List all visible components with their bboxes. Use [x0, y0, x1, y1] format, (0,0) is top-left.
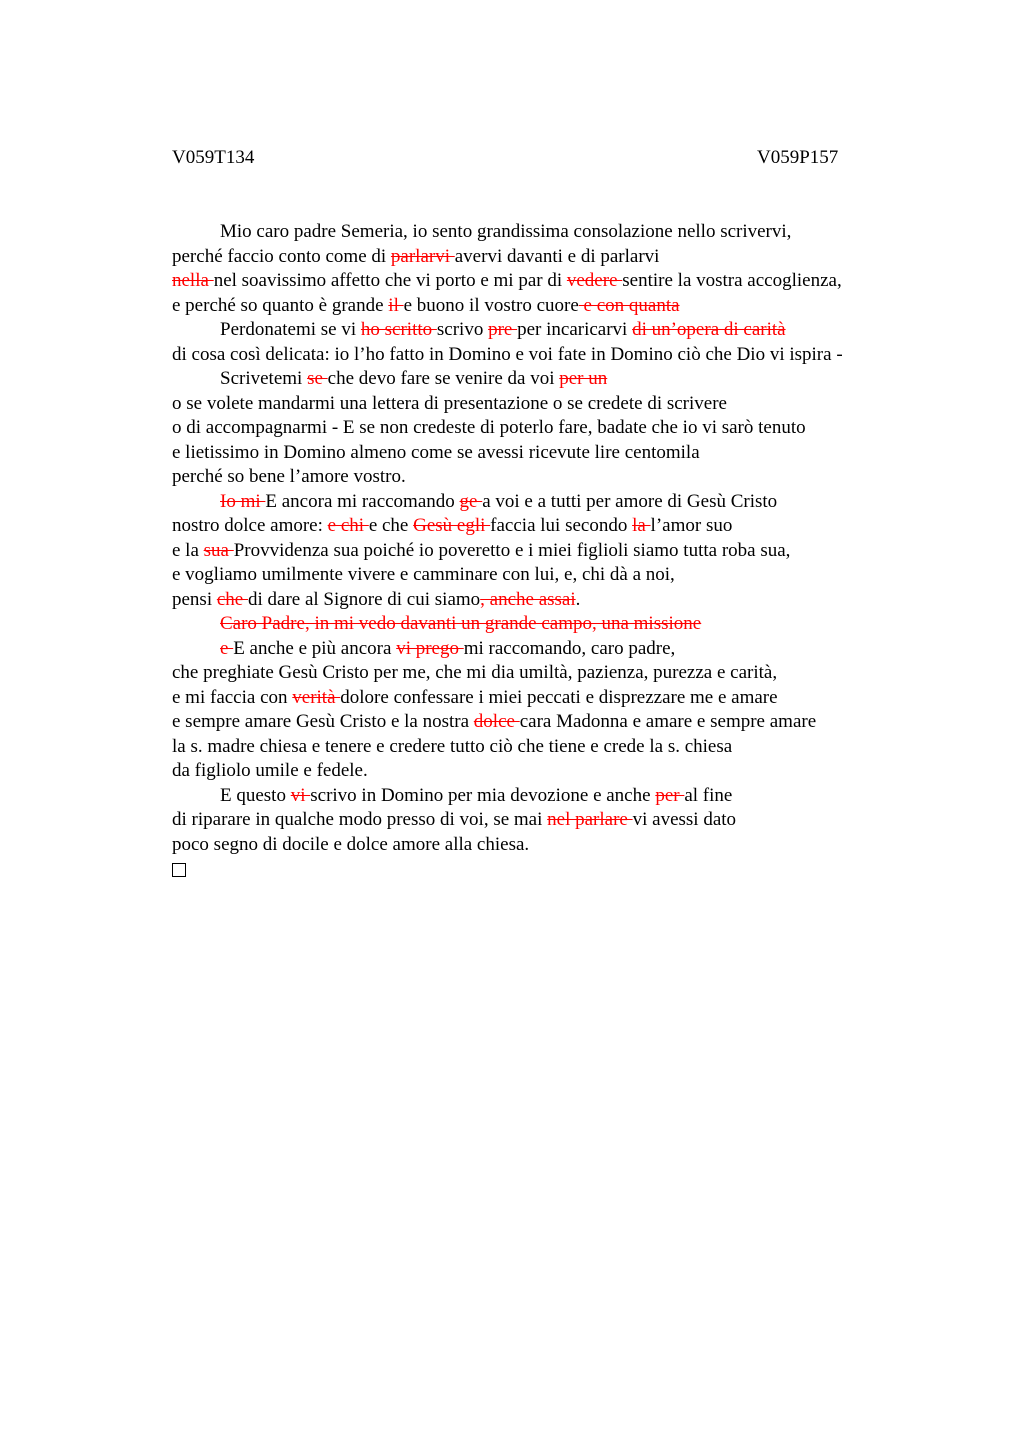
checkbox-square-icon [172, 863, 186, 877]
deleted-text: nel parlare [547, 809, 633, 830]
text-segment: E anche e più ancora [233, 637, 397, 659]
text-segment: o se volete mandarmi una lettera di presentazione o se credete di scrivere [172, 392, 727, 414]
deleted-text: se [307, 368, 328, 389]
text-segment: faccia lui secondo [490, 515, 633, 536]
letter-body [172, 220, 932, 882]
text-line [172, 269, 932, 294]
text-segment: e lietissimo in Domino almeno come se avessi ricevute lire centomila [172, 441, 700, 463]
text-segment: Mio caro padre Semeria, io sento grandissima consolazione nello scrivervi, [220, 221, 792, 242]
deleted-text: il [388, 294, 404, 316]
text-line [172, 294, 932, 319]
deleted-text: sua [203, 539, 234, 561]
text-line [172, 637, 932, 662]
text-segment: nel soavissimo affetto che vi porto e mi par di [213, 270, 567, 291]
text-line [172, 514, 932, 539]
text-segment: a voi e a tutti per amore di Gesù Cristo [482, 490, 778, 512]
text-segment: la s. madre chiesa e tenere e credere tutto ciò che tiene e crede la s. chiesa [172, 735, 733, 757]
text-segment: mi raccomando, caro padre, [463, 637, 676, 659]
text-segment: E ancora mi raccomando [265, 490, 460, 512]
text-line [172, 588, 932, 613]
deleted-text: Io mi [220, 490, 266, 512]
text-segment: . [575, 588, 581, 610]
deleted-text: vi [290, 784, 311, 806]
deleted-text: la [632, 515, 651, 536]
text-line [172, 710, 932, 735]
text-segment: per incaricarvi [517, 319, 633, 340]
text-segment: pensi [172, 588, 217, 610]
text-segment: che preghiate Gesù Cristo per me, che mi dia umiltà, pazienza, purezza e carità, [172, 662, 778, 683]
text-line [172, 563, 932, 588]
deleted-text: verità [292, 686, 341, 708]
deleted-text: per [655, 784, 685, 806]
text-line [172, 490, 932, 515]
text-segment: avervi davanti e di parlarvi [454, 245, 660, 267]
text-segment: nostro dolce amore: [172, 515, 328, 536]
deleted-text: Caro Padre, in mi vedo davanti un grande campo, una missione [220, 613, 702, 634]
text-line [172, 539, 932, 564]
text-segment: sentire la vostra accoglienza, [622, 270, 842, 291]
deleted-text: parlarvi [390, 245, 455, 267]
text-segment: l’amor suo [650, 515, 733, 536]
text-segment: Provvidenza sua poiché io poveretto e i miei figlioli siamo tutta roba sua, [233, 539, 791, 561]
text-segment: al fine [684, 784, 733, 806]
text-segment: perché faccio conto come di [172, 245, 391, 267]
deleted-text: ge [459, 490, 483, 512]
text-segment: e perché so quanto è grande [172, 294, 389, 316]
deleted-text: dolce [473, 711, 520, 732]
text-line [172, 735, 932, 760]
deleted-text: pre [488, 319, 518, 340]
deleted-text: e con quanta [578, 294, 680, 316]
text-line [172, 465, 932, 490]
text-segment: vi avessi dato [632, 809, 737, 830]
text-segment: Scrivetemi [220, 368, 308, 389]
end-marker-line [172, 857, 932, 882]
text-segment: e vogliamo umilmente vivere e camminare con lui, e, chi dà a noi, [172, 564, 675, 585]
text-line [172, 318, 932, 343]
text-segment: Perdonatemi se vi [220, 319, 361, 340]
text-line [172, 661, 932, 686]
text-segment: e sempre amare Gesù Cristo e la nostra [172, 711, 474, 732]
text-line [172, 784, 932, 809]
deleted-text: e chi [327, 515, 369, 536]
deleted-text: di un’opera di carità [632, 319, 786, 340]
document-id-left: V059T134 [172, 147, 255, 168]
deleted-text: Gesù egli [413, 515, 491, 536]
deleted-text: che [216, 588, 248, 610]
text-segment: che devo fare se venire da voi [327, 368, 560, 389]
text-segment: cara Madonna e amare e sempre amare [519, 711, 817, 732]
document-id-right: V059P157 [757, 147, 839, 168]
text-segment: di cosa così delicata: io l’ho fatto in Domino e voi fate in Domino ciò che Dio vi ispira - [172, 343, 843, 365]
text-segment: o di accompagnarmi - E se non credeste di poterlo fare, badate che io vi sarò tenuto [172, 417, 806, 438]
text-line [172, 686, 932, 711]
deleted-text: vi prego [396, 637, 464, 659]
text-segment: scrivo [436, 319, 489, 340]
text-segment: di dare al Signore di cui siamo [247, 588, 481, 610]
deleted-text: per un [559, 368, 608, 389]
deleted-text: nella [172, 270, 214, 291]
text-segment: e mi faccia con [172, 686, 293, 708]
text-segment: perché so bene l’amore vostro. [172, 466, 406, 487]
text-segment: e buono il vostro cuore [403, 294, 579, 316]
deleted-text: , anche assai [480, 588, 576, 610]
text-line [172, 367, 932, 392]
text-segment: dolore confessare i miei peccati e disprezzare me e amare [340, 686, 778, 708]
text-line [172, 245, 932, 270]
text-line [172, 441, 932, 466]
text-line [172, 759, 932, 784]
text-segment: e la [172, 539, 204, 561]
text-segment: da figliolo umile e fedele. [172, 760, 368, 781]
deleted-text: ho scritto [360, 319, 437, 340]
text-line [172, 392, 932, 417]
text-line [172, 343, 932, 368]
text-segment: poco segno di docile e dolce amore alla chiesa. [172, 833, 530, 855]
text-line [172, 416, 932, 441]
text-segment: E questo [220, 784, 291, 806]
deleted-text: vedere [566, 270, 623, 291]
deleted-text: e [220, 637, 234, 659]
text-segment: e che [368, 515, 414, 536]
text-line [172, 808, 932, 833]
text-line [172, 833, 932, 858]
text-line [172, 612, 932, 637]
text-segment: di riparare in qualche modo presso di voi, se mai [172, 809, 548, 830]
text-segment: scrivo in Domino per mia devozione e anche [310, 784, 656, 806]
text-line [172, 220, 932, 245]
